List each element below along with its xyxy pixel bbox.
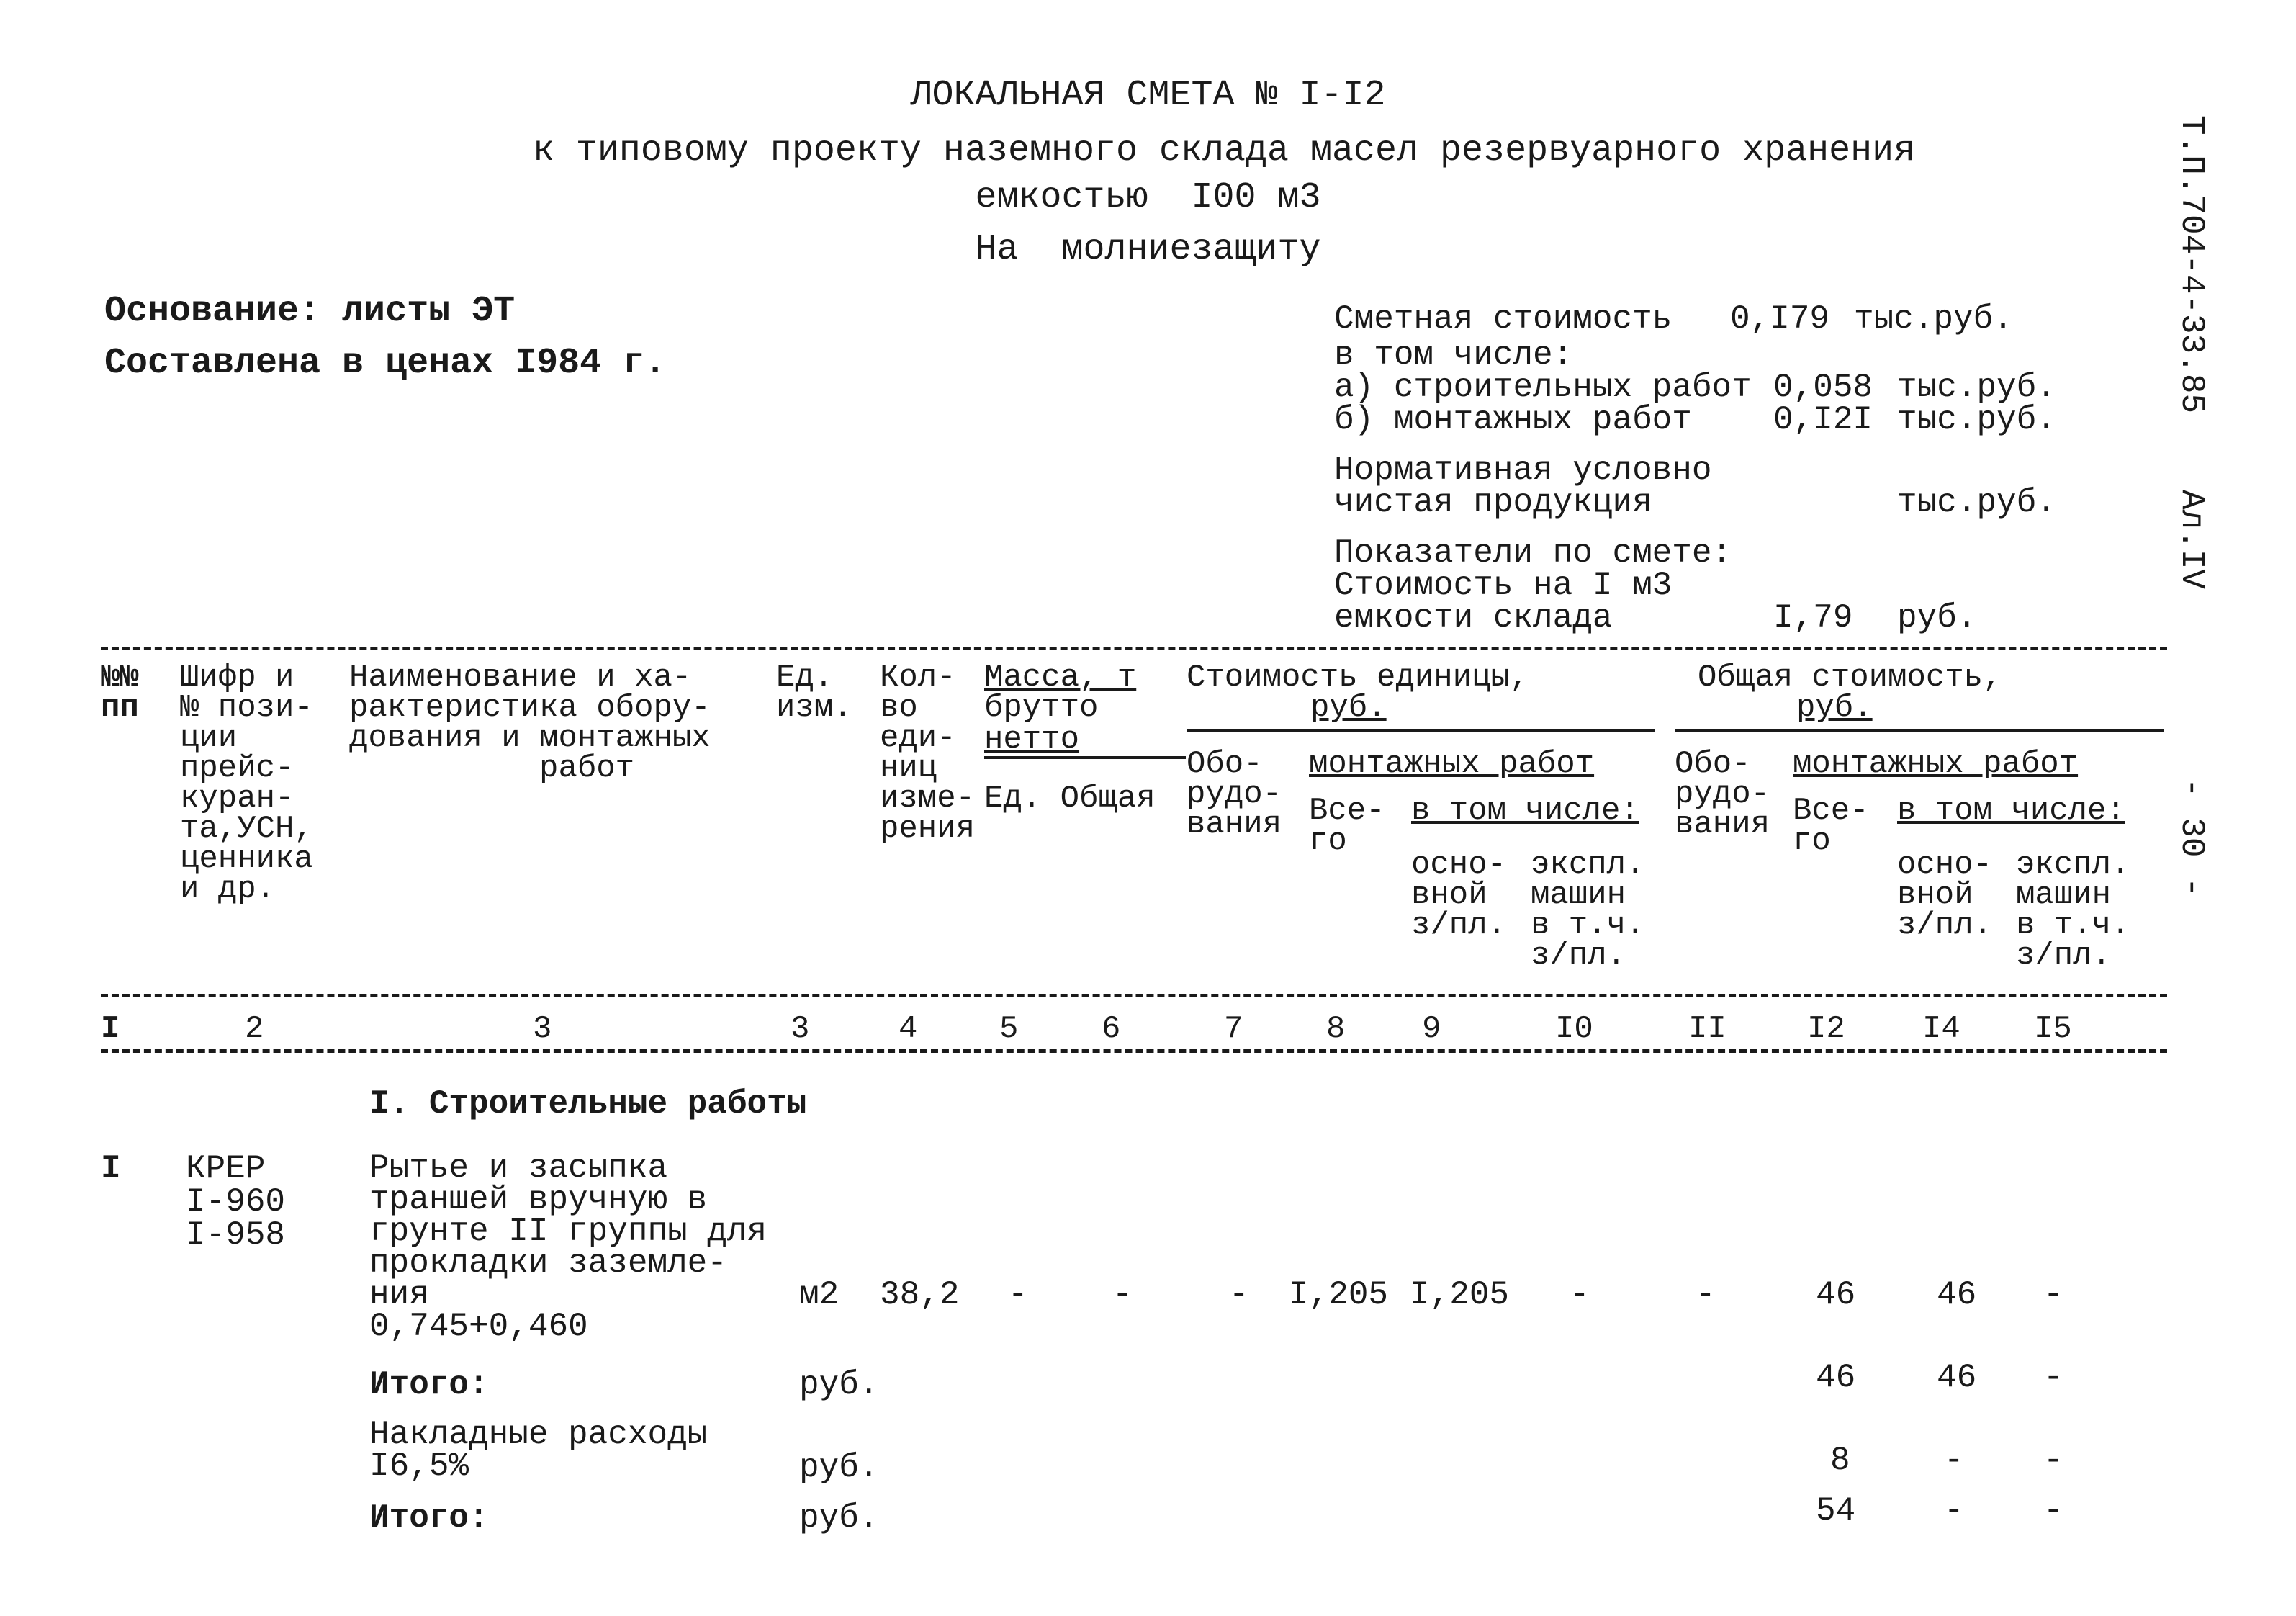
col-mass-unit-total: Ед. Общая <box>984 781 1156 817</box>
col-unit-eksp: экспл. машин в т.ч. з/пл. <box>1531 847 1645 974</box>
col-unit: Ед. изм. <box>776 660 852 726</box>
row-unit-eksp: - <box>1570 1276 1590 1314</box>
document-subtitle: к типовому проекту наземного склада масел резервуарного хранения <box>532 130 1916 171</box>
row-total-total: 46 <box>1816 1276 1856 1314</box>
col-total-cost-rub: руб. <box>1796 690 1873 726</box>
section-title: I. Строительные работы <box>369 1085 807 1123</box>
row-total-eksp: - <box>2043 1276 2063 1314</box>
col-unit-cost-rub: руб. <box>1310 690 1387 726</box>
col-total-total: Все- го <box>1793 793 1869 859</box>
row-unit-total: I,205 <box>1289 1276 1389 1314</box>
basis-line: Основание: листы ЭТ <box>104 291 516 332</box>
col-unit-mont: монтажных работ <box>1309 746 1595 782</box>
row-mass-unit: - <box>1008 1276 1028 1314</box>
row-unit-equip: - <box>1229 1276 1249 1314</box>
col-quantity: Кол- во еди- ниц изме- рения <box>880 660 976 847</box>
col-mass: Масса, т <box>984 660 1137 696</box>
col-unit-incl: в том числе: <box>1411 793 1639 829</box>
col-unit-total: Все- го <box>1309 793 1385 859</box>
row-name: Рытье и засыпка траншей вручную в грунте II группы для прокладки заземле- ния 0,745+0,460 <box>369 1149 767 1345</box>
header-bottom-rule <box>101 994 2167 997</box>
row-unit-osn: I,205 <box>1410 1276 1510 1314</box>
row-total-equip: - <box>1696 1276 1716 1314</box>
col-number: №№ пп <box>101 660 139 726</box>
row-quantity: 38,2 <box>880 1276 960 1314</box>
col-unit-equip: Обо- рудо- вания <box>1187 746 1282 843</box>
col-unit-cost: Стоимость единицы, <box>1187 660 1529 696</box>
col-total-equip: Обо- рудо- вания <box>1675 746 1770 843</box>
col-mass-netto: нетто <box>984 722 1080 758</box>
project-code: Т.П.704-4-33.85 <box>2173 115 2210 414</box>
page-number: - 30 - <box>2173 778 2210 897</box>
album-number: Ал.IV <box>2173 490 2210 590</box>
col-total-eksp: экспл. машин в т.ч. з/пл. <box>2016 847 2130 974</box>
row-mass-total: - <box>1112 1276 1133 1314</box>
capacity-line: емкостью I00 м3 <box>975 177 1321 218</box>
col-total-osn: осно- вной з/пл. <box>1897 847 1993 943</box>
row-number: I <box>101 1150 121 1188</box>
object-line: На молниезащиту <box>975 229 1321 270</box>
row-unit: м2 <box>799 1276 839 1314</box>
prices-line: Составлена в ценах I984 г. <box>104 343 667 384</box>
numbers-bottom-rule <box>101 1049 2167 1053</box>
col-total-mont: монтажных работ <box>1793 746 2079 782</box>
col-name: Наименование и ха- рактеристика обору- дования и монтажных работ <box>349 660 711 786</box>
row-total-osn: 46 <box>1937 1276 1977 1314</box>
col-unit-osn: осно- вной з/пл. <box>1411 847 1507 943</box>
col-code: Шифр и № пози- ции прейс- куран- та,УСН, ценника и др. <box>180 660 313 907</box>
row-code: КРЕР I-960 I-958 <box>186 1150 286 1254</box>
col-mass-brutto: брутто <box>984 690 1099 726</box>
col-total-cost: Общая стоимость, <box>1698 660 2002 696</box>
document-title: ЛОКАЛЬНАЯ СМЕТА № I-I2 <box>910 75 1386 116</box>
table-top-rule <box>101 647 2167 650</box>
col-total-incl: в том числе: <box>1897 793 2125 829</box>
